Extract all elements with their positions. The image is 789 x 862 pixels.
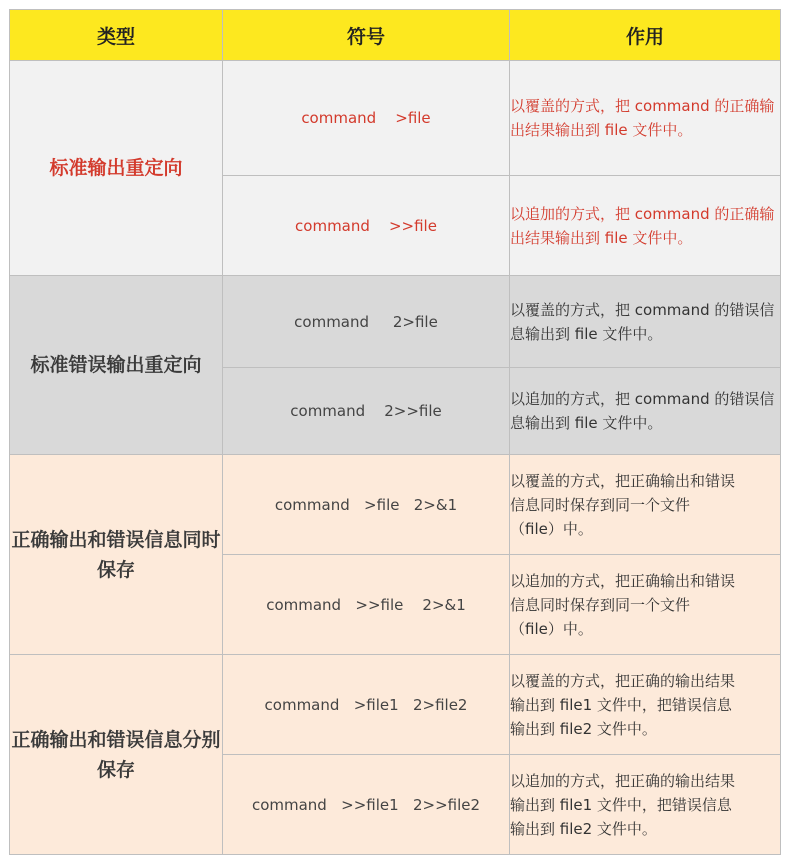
type-cell-stderr: 标准错误输出重定向 (10, 276, 223, 455)
effect-line: 信息同时保存到同一个文件 (510, 595, 691, 614)
effect-cell (510, 755, 781, 855)
effect-cell (510, 555, 781, 655)
effect-line: 以追加的方式，把正确的输出结果 (510, 771, 736, 790)
type-cell-stdout: 标准输出重定向 (10, 61, 223, 276)
effect-line: 输出到 file1 文件中，把错误信息 (510, 795, 732, 814)
effect-line: 以覆盖的方式，把正确的输出结果 (510, 671, 736, 690)
symbol-cell: command 2>file (223, 276, 510, 368)
type-cell-both-separate: 正确输出和错误信息分别保存 (10, 655, 223, 855)
table-row (10, 61, 781, 176)
symbol-cell: command >file (223, 61, 510, 176)
symbol-cell: command >file 2>&1 (223, 455, 510, 555)
header-row (10, 10, 781, 61)
header-effect: 作用 (510, 10, 781, 61)
symbol-cell: command >>file 2>&1 (223, 555, 510, 655)
symbol-cell: command >>file (223, 176, 510, 276)
effect-line: 输出到 file2 文件中。 (510, 819, 657, 838)
effect-line: （file）中。 (510, 619, 593, 638)
effect-line: 信息同时保存到同一个文件 (510, 495, 691, 514)
redirection-table (9, 9, 781, 855)
effect-line: 输出到 file2 文件中。 (510, 719, 657, 738)
effect-cell (510, 655, 781, 755)
effect-cell: 以追加的方式，把 command 的正确输出结果输出到 file 文件中。 (510, 176, 781, 276)
header-symbol: 符号 (223, 10, 510, 61)
table-row (10, 655, 781, 755)
symbol-cell: command 2>>file (223, 368, 510, 455)
effect-cell: 以覆盖的方式，把 command 的错误信息输出到 file 文件中。 (510, 276, 781, 368)
effect-cell: 以追加的方式，把 command 的错误信息输出到 file 文件中。 (510, 368, 781, 455)
symbol-cell: command >>file1 2>>file2 (223, 755, 510, 855)
effect-cell (510, 455, 781, 555)
symbol-cell: command >file1 2>file2 (223, 655, 510, 755)
effect-line: 以覆盖的方式，把正确输出和错误 (510, 471, 736, 490)
effect-cell: 以覆盖的方式，把 command 的正确输出结果输出到 file 文件中。 (510, 61, 781, 176)
table-row (10, 455, 781, 555)
effect-line: 输出到 file1 文件中，把错误信息 (510, 695, 732, 714)
table-row (10, 276, 781, 368)
effect-line: 以追加的方式，把正确输出和错误 (510, 571, 736, 590)
type-cell-both-same: 正确输出和错误信息同时保存 (10, 455, 223, 655)
header-type: 类型 (10, 10, 223, 61)
effect-line: （file）中。 (510, 519, 593, 538)
